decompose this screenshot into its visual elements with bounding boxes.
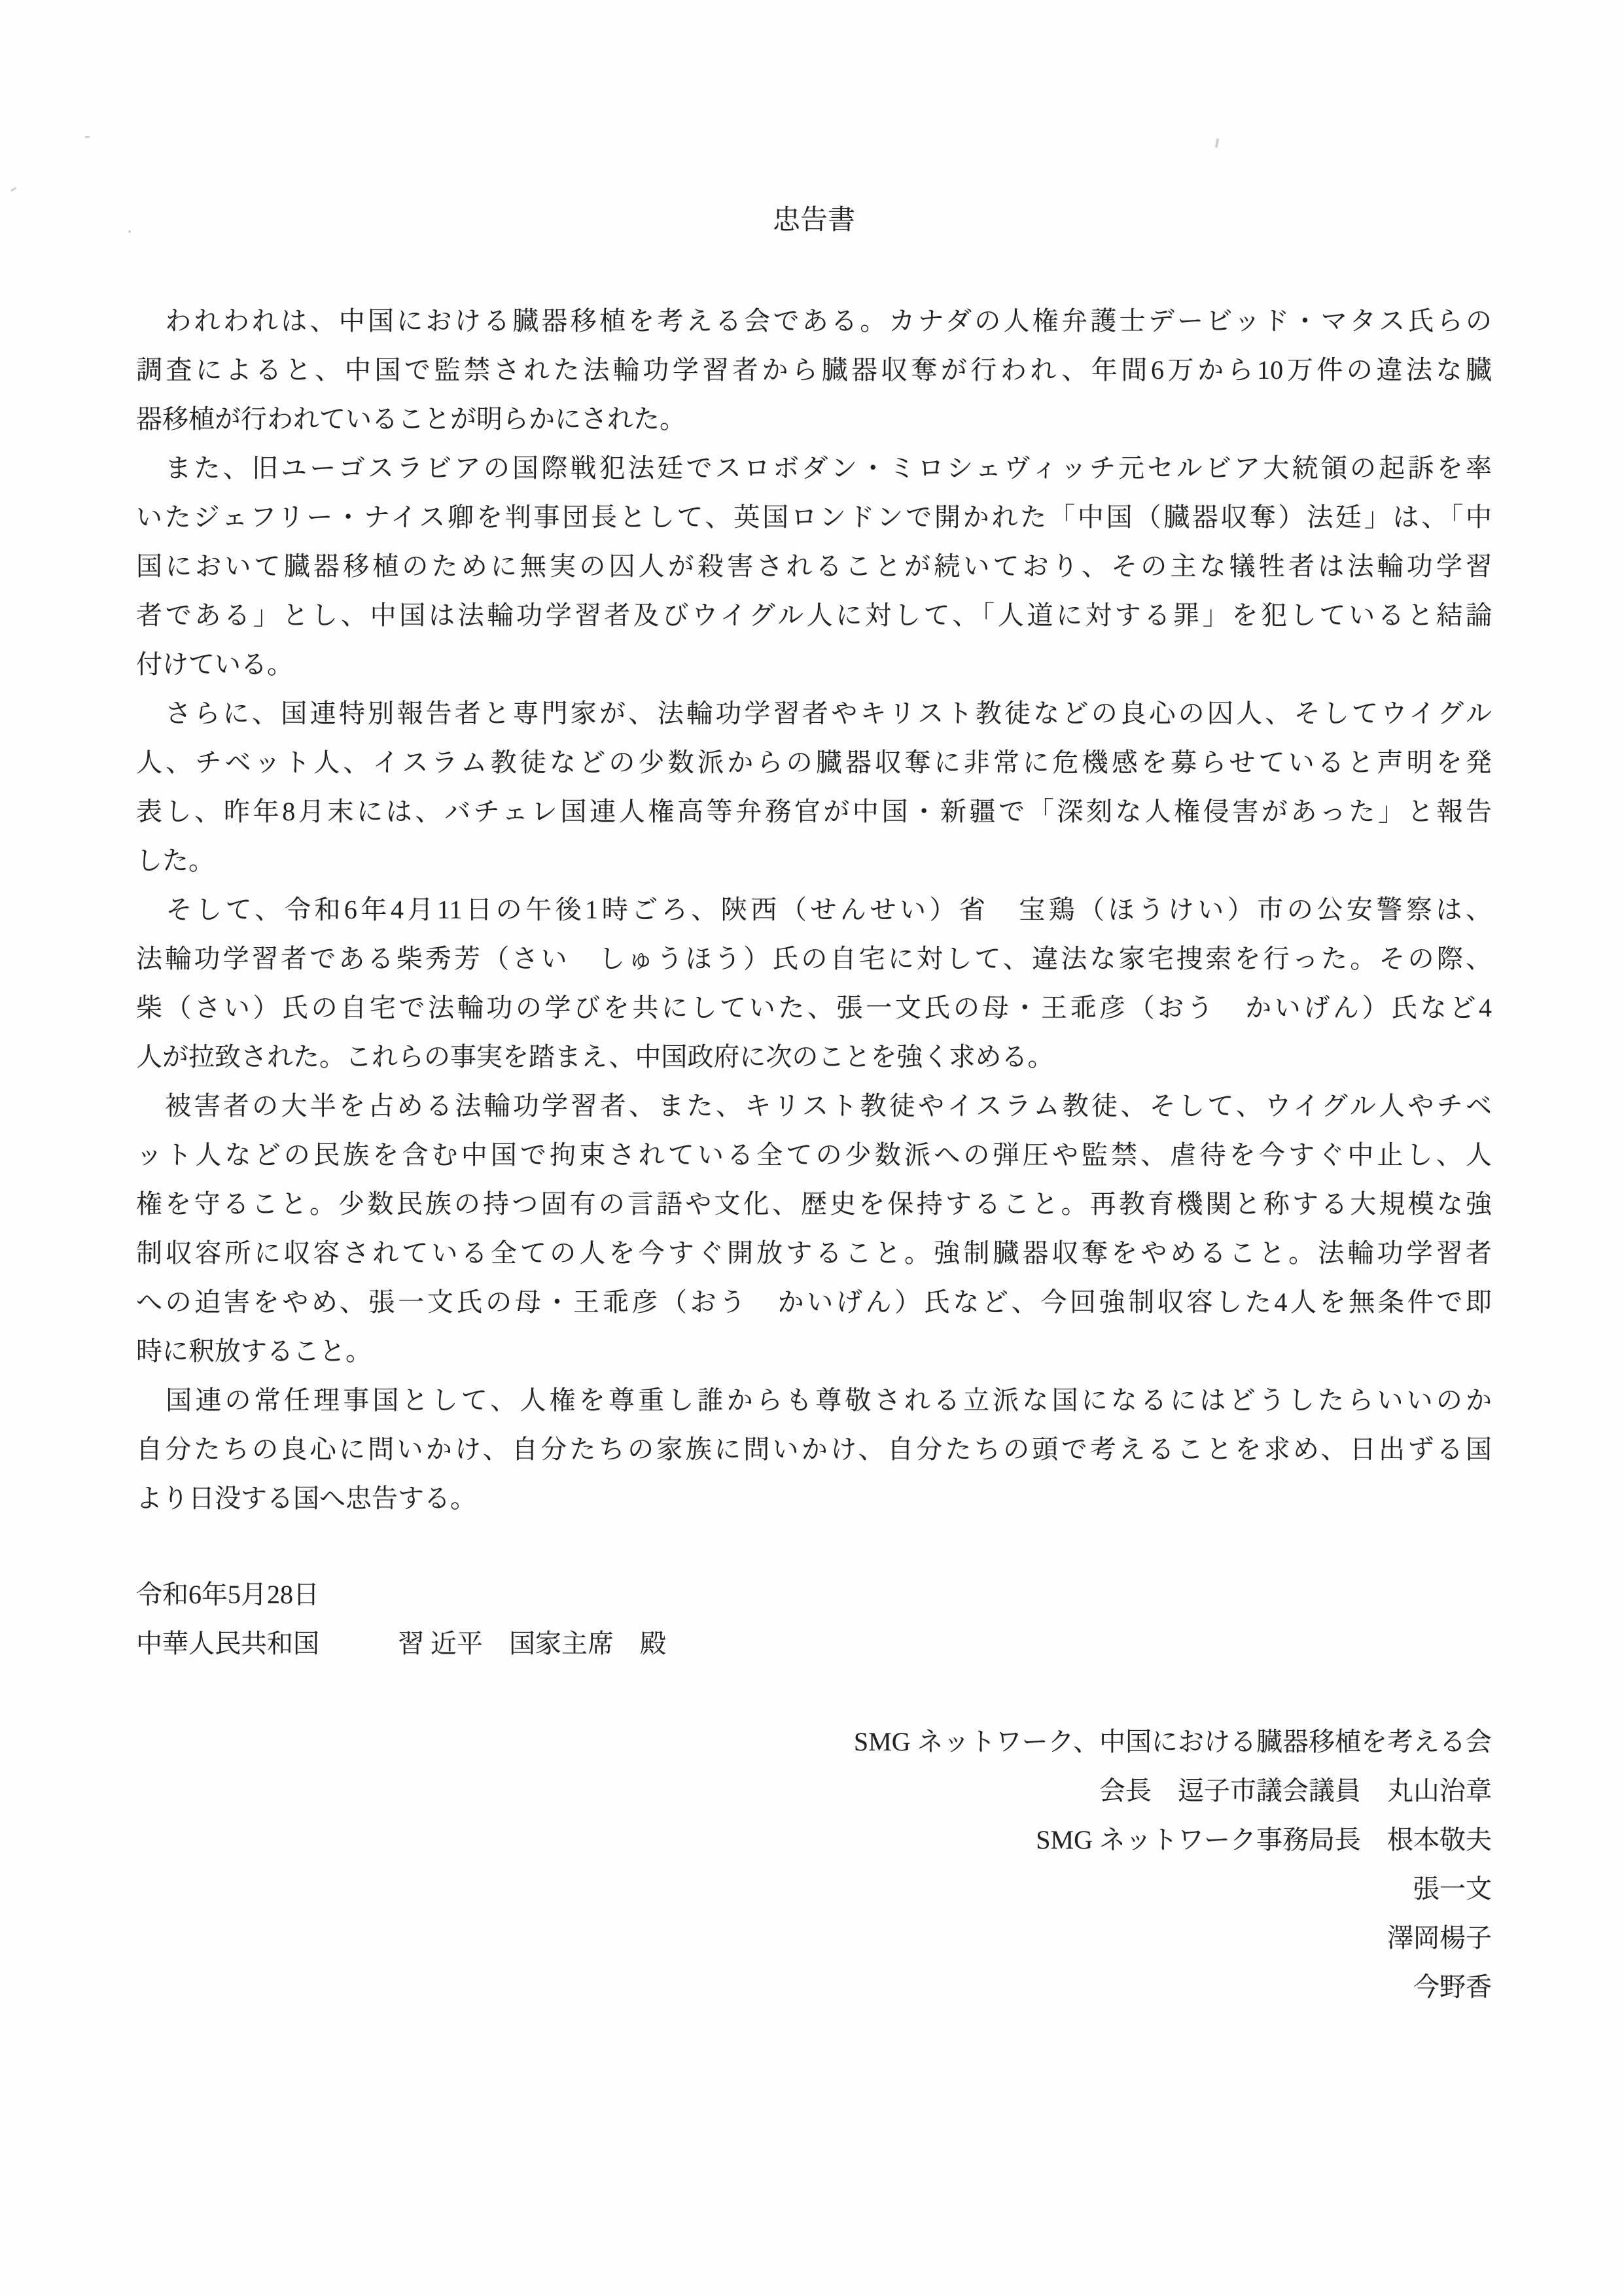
- body-line: 柴（さい）氏の自宅で法輪功の学びを共にしていた、張一文氏の母・王乖彦（おう かいげん）氏など4: [136, 993, 1492, 1022]
- signature-block: [136, 1717, 1492, 2011]
- letter-page: [136, 196, 1492, 2011]
- addressee-line: 中華人民共和国 習 近平 国家主席 殿: [136, 1629, 666, 1658]
- body-line: われわれは、中国における臓器移植を考える会である。カナダの人権弁護士デービッド・マタス氏らの: [136, 306, 1492, 336]
- body-line: 時に釈放すること。: [136, 1336, 372, 1366]
- paragraph-5: [136, 1081, 1492, 1376]
- paragraph-2: [136, 444, 1492, 689]
- body-line: 調査によると、中国で監禁された法輪功学習者から臓器収奪が行われ、年間6万から10万件の違法な臓: [136, 355, 1492, 385]
- body-line: 制収容所に収容されている全ての人を今すぐ開放すること。強制臓器収奪をやめること。法輪功学習者: [136, 1238, 1492, 1268]
- date-line: 令和6年5月28日: [136, 1580, 319, 1609]
- document-title: 忠告書: [772, 205, 855, 235]
- body-line: 表し、昨年8月末には、バチェレ国連人権高等弁務官が中国・新疆で「深刻な人権侵害があった」と報告: [136, 797, 1492, 826]
- scan-speck: [85, 136, 90, 138]
- signature-line: 澤岡楊子: [1387, 1923, 1492, 1953]
- scan-speck: [1215, 139, 1219, 148]
- body-line: 自分たちの良心に問いかけ、自分たちの家族に問いかけ、自分たちの頭で考えることを求め、日出ずる国: [136, 1435, 1492, 1464]
- paragraph-1: [136, 296, 1492, 444]
- body-line: 者である」とし、中国は法輪功学習者及びウイグル人に対して、「人道に対する罪」を犯していると結論: [136, 600, 1492, 630]
- body-line: 国連の常任理事国として、人権を尊重し誰からも尊敬される立派な国になるにはどうしたらいいのか: [136, 1385, 1492, 1415]
- body-line: ット人などの民族を含む中国で拘束されている全ての少数派への弾圧や監禁、虐待を今すぐ中止し、人: [136, 1140, 1492, 1170]
- body-line: 人が拉致された。これらの事実を踏まえ、中国政府に次のことを強く求める。: [136, 1042, 1054, 1071]
- paragraph-6: [136, 1376, 1492, 1523]
- closing-block: [136, 1570, 1492, 1668]
- signature-line: SMG ネットワーク事務局長 根本敬夫: [1036, 1825, 1492, 1854]
- body-line: また、旧ユーゴスラビアの国際戦犯法廷でスロボダン・ミロシェヴィッチ元セルビア大統領の起訴を率: [136, 453, 1492, 483]
- body-line: より日没する国へ忠告する。: [136, 1484, 476, 1513]
- signature-line: 会長 逗子市議会議員 丸山治章: [1099, 1776, 1492, 1805]
- body-line: 国において臓器移植のために無実の囚人が殺害されることが続いており、その主な犠牲者は法輪功学習: [136, 551, 1492, 581]
- body-line: さらに、国連特別報告者と専門家が、法輪功学習者やキリスト教徒などの良心の囚人、そしてウイグル: [136, 699, 1492, 728]
- body-line: 法輪功学習者である柴秀芳（さい しゅうほう）氏の自宅に対して、違法な家宅捜索を行った。その際、: [136, 944, 1492, 973]
- body-line: した。: [136, 846, 215, 875]
- signature-line: 今野香: [1413, 1972, 1492, 2002]
- paragraph-4: [136, 885, 1492, 1081]
- body-line: 器移植が行われていることが明らかにされた。: [136, 404, 686, 434]
- body-line: 人、チベット人、イスラム教徒などの少数派からの臓器収奪に非常に危機感を募らせていると声明を発: [136, 748, 1492, 777]
- body-line: 付けている。: [136, 650, 293, 679]
- body-line: への迫害をやめ、張一文氏の母・王乖彦（おう かいげん）氏など、今回強制収容した4人を無条件で即: [136, 1287, 1492, 1317]
- signature-line: 張一文: [1413, 1874, 1492, 1904]
- signature-line: SMG ネットワーク、中国における臓器移植を考える会: [853, 1727, 1492, 1756]
- body-line: 被害者の大半を占める法輪功学習者、また、キリスト教徒やイスラム教徒、そして、ウイグル人やチベ: [136, 1091, 1492, 1121]
- body-line: 権を守ること。少数民族の持つ固有の言語や文化、歴史を保持すること。再教育機関と称する大規模な強: [136, 1189, 1492, 1219]
- scan-speck: [128, 230, 131, 233]
- paragraph-3: [136, 689, 1492, 885]
- body-line: いたジェフリー・ナイス卿を判事団長として、英国ロンドンで開かれた「中国（臓器収奪）法廷」は、「中: [136, 502, 1492, 532]
- scan-speck: [10, 187, 16, 192]
- body-line: そして、令和6年4月11日の午後1時ごろ、陝西（せんせい）省 宝鶏（ほうけい）市の公安警察は、: [136, 895, 1492, 924]
